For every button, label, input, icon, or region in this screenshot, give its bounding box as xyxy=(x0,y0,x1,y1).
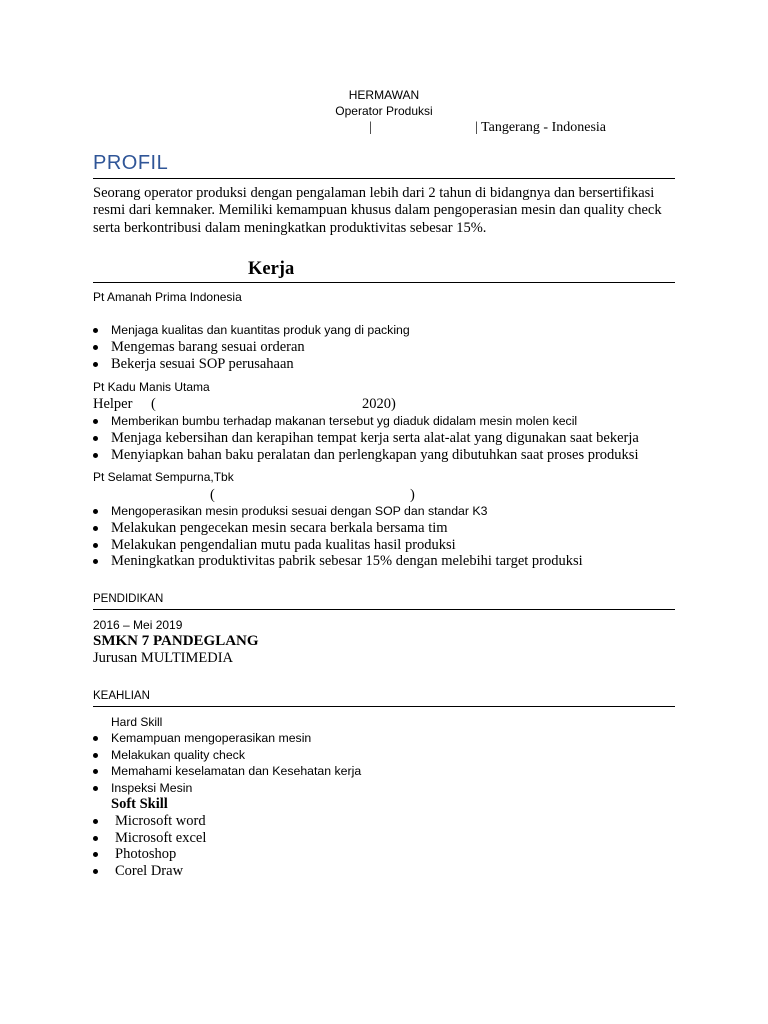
list-item: Menjaga kebersihan dan kerapihan tempat kerja serta alat-alat yang digunakan saat bekerja xyxy=(93,430,639,447)
candidate-role: Operator Produksi xyxy=(335,104,433,118)
job-duties-list xyxy=(93,339,305,372)
profil-divider xyxy=(93,178,675,179)
list-item: Corel Draw xyxy=(93,863,206,880)
candidate-name: HERMAWAN xyxy=(348,88,420,102)
job-duties-list xyxy=(93,413,577,430)
list-item: Inspeksi Mesin xyxy=(93,780,361,797)
soft-skill-list xyxy=(93,813,206,879)
hard-skill-heading: Hard Skill xyxy=(111,715,163,729)
job-company: Pt Amanah Prima Indonesia xyxy=(93,290,242,304)
keahlian-divider xyxy=(93,706,675,707)
profil-text: Seorang operator produksi dengan pengalaman lebih dari 2 tahun di bidangnya dan bersertifikasi resmi dari kemnaker. Memiliki kemampuan khusus dalam pengoperasian mesin dan quality check serta berkontribusi dalam meningkatkan produktivitas sebesar 15%. xyxy=(93,185,662,236)
job-period-end: 2020) xyxy=(362,396,396,412)
kerja-divider xyxy=(93,282,675,283)
job-duties-list xyxy=(93,503,487,520)
list-item: Menjaga kualitas dan kuantitas produk yang di packing xyxy=(93,322,410,339)
list-item: Memberikan bumbu terhadap makanan tersebut yg diaduk didalam mesin molen kecil xyxy=(93,413,577,430)
education-period: 2016 – Mei 2019 xyxy=(93,618,183,632)
list-item: Menyiapkan bahan baku peralatan dan perlengkapan yang dibutuhkan saat proses produksi xyxy=(93,447,639,464)
keahlian-heading: KEAHLIAN xyxy=(93,690,150,702)
list-item: Kemampuan mengoperasikan mesin xyxy=(93,730,361,747)
contact-separator: | xyxy=(369,120,372,135)
job-duties-list xyxy=(93,430,639,463)
education-school: SMKN 7 PANDEGLANG xyxy=(93,633,259,649)
list-item: Microsoft word xyxy=(93,813,206,830)
job-period-close: ) xyxy=(410,487,415,503)
job-period-open: ( xyxy=(151,396,156,412)
profil-heading: PROFIL xyxy=(93,152,169,174)
pendidikan-heading: PENDIDIKAN xyxy=(93,593,164,605)
list-item: Microsoft excel xyxy=(93,830,206,847)
list-item: Melakukan pengendalian mutu pada kualitas hasil produksi xyxy=(93,537,583,554)
job-company: Pt Kadu Manis Utama xyxy=(93,380,210,394)
list-item: Melakukan pengecekan mesin secara berkala bersama tim xyxy=(93,520,583,537)
education-major: Jurusan MULTIMEDIA xyxy=(93,650,234,666)
list-item: Memahami keselamatan dan Kesehatan kerja xyxy=(93,763,361,780)
soft-skill-heading: Soft Skill xyxy=(111,796,168,812)
job-company: Pt Selamat Sempurna,Tbk xyxy=(93,470,234,484)
list-item: Mengoperasikan mesin produksi sesuai dengan SOP dan standar K3 xyxy=(93,503,487,520)
pendidikan-divider xyxy=(93,609,675,610)
list-item: Meningkatkan produktivitas pabrik sebesar 15% dengan melebihi target produksi xyxy=(93,553,583,570)
list-item: Bekerja sesuai SOP perusahaan xyxy=(93,356,305,373)
list-item: Melakukan quality check xyxy=(93,747,361,764)
job-period-open: ( xyxy=(210,487,215,503)
hard-skill-list xyxy=(93,730,361,796)
job-duties-list xyxy=(93,520,583,570)
job-duties-list xyxy=(93,322,410,339)
kerja-heading: Kerja xyxy=(248,259,295,279)
contact-location: | Tangerang - Indonesia xyxy=(475,120,607,135)
job-role: Helper xyxy=(93,396,133,412)
list-item: Mengemas barang sesuai orderan xyxy=(93,339,305,356)
list-item: Photoshop xyxy=(93,846,206,863)
